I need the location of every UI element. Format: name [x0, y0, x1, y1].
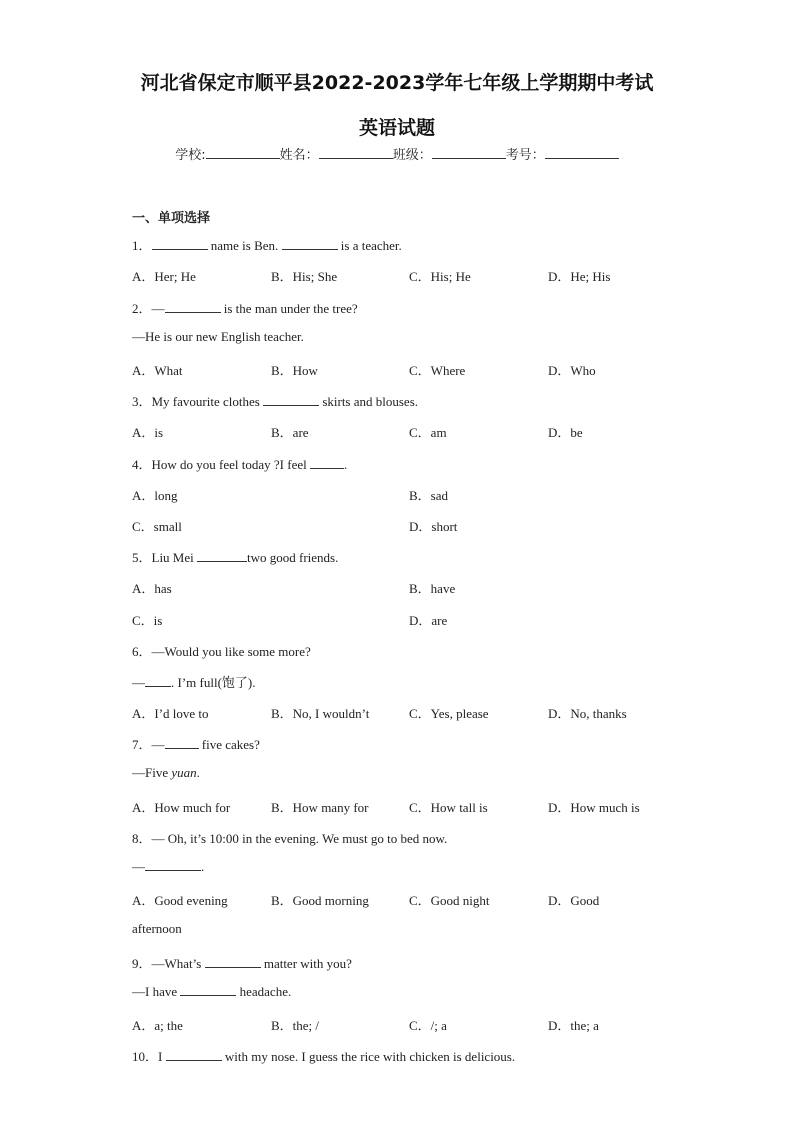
- question-4-option-a[interactable]: A．long: [132, 488, 178, 503]
- question-8-answer: — .: [132, 859, 205, 874]
- question-2-stem: 2．— is the man under the tree?: [132, 301, 358, 316]
- question-5-option-c[interactable]: C．is: [132, 613, 163, 628]
- question-8-option-d-wrap[interactable]: afternoon: [132, 921, 182, 936]
- answer-blank: [282, 238, 338, 250]
- question-5-option-b[interactable]: B．have: [409, 581, 456, 596]
- answer-blank: [205, 956, 261, 968]
- answer-blank: [165, 737, 199, 749]
- question-9-option-b[interactable]: B．the; /: [271, 1018, 320, 1033]
- answer-blank: [152, 238, 208, 250]
- exam-number-label: 考号：: [505, 148, 545, 163]
- question-7-answer: —Five yuan.: [132, 765, 200, 780]
- question-3-option-d[interactable]: D．be: [548, 425, 583, 440]
- question-4-option-b[interactable]: B．sad: [409, 488, 449, 503]
- question-1-stem: 1． name is Ben. is a teacher.: [132, 238, 402, 253]
- question-8-option-a[interactable]: A．Good evening: [132, 893, 228, 908]
- question-6-option-a[interactable]: A．I’d love to: [132, 706, 209, 721]
- question-10-stem: 10．I with my nose. I guess the rice with chicken is delicious.: [132, 1049, 516, 1064]
- question-7-option-b[interactable]: B．How many for: [271, 800, 369, 815]
- question-4-stem: 4．How do you feel today ?I feel .: [132, 457, 348, 472]
- school-label: 学校:: [175, 148, 206, 163]
- question-4-option-d[interactable]: D．short: [409, 519, 458, 534]
- question-2-option-d[interactable]: D．Who: [548, 363, 596, 378]
- question-2-answer: —He is our new English teacher.: [132, 329, 304, 344]
- school-field[interactable]: [206, 146, 280, 159]
- answer-blank: [165, 301, 221, 313]
- question-9-option-c[interactable]: C．/; a: [409, 1018, 447, 1033]
- question-2-option-c[interactable]: C．Where: [409, 363, 466, 378]
- question-3-option-a[interactable]: A．is: [132, 425, 164, 440]
- question-1-option-a[interactable]: A．Her; He: [132, 269, 196, 284]
- question-7-option-c[interactable]: C．How tall is: [409, 800, 488, 815]
- answer-blank: [166, 1049, 222, 1061]
- class-field[interactable]: [432, 146, 506, 159]
- question-8-option-c[interactable]: C．Good night: [409, 893, 490, 908]
- student-info-row: [0, 144, 794, 163]
- exam-title-line1: 河北省保定市顺平县2022-2023学年七年级上学期期中考试: [140, 72, 654, 94]
- question-6-option-c[interactable]: C．Yes, please: [409, 706, 489, 721]
- question-2-option-b[interactable]: B．How: [271, 363, 318, 378]
- question-5-option-a[interactable]: A．has: [132, 581, 172, 596]
- question-9-stem: 9．—What’s matter with you?: [132, 956, 352, 971]
- question-9-option-a[interactable]: A．a; the: [132, 1018, 183, 1033]
- question-8-stem: 8．— Oh, it’s 10:00 in the evening. We must go to bed now.: [132, 831, 448, 846]
- name-field[interactable]: [319, 146, 393, 159]
- exam-title-line2: 英语试题: [358, 117, 435, 139]
- question-3-stem: 3．My favourite clothes skirts and blouses.: [132, 394, 419, 409]
- question-1-option-c[interactable]: C．His; He: [409, 269, 471, 284]
- question-3-option-c[interactable]: C．am: [409, 425, 447, 440]
- question-1-option-d[interactable]: D．He; His: [548, 269, 611, 284]
- question-6-answer: — . I’m full(饱了).: [132, 675, 256, 690]
- question-6-option-b[interactable]: B．No, I wouldn’t: [271, 706, 370, 721]
- question-7-stem: 7．— five cakes?: [132, 737, 260, 752]
- answer-blank: [145, 675, 171, 687]
- question-6-option-d[interactable]: D．No, thanks: [548, 706, 627, 721]
- class-label: 班级：: [392, 148, 432, 163]
- question-1-option-b[interactable]: B．His; She: [271, 269, 338, 284]
- name-label: 姓名：: [279, 148, 319, 163]
- question-7-option-a[interactable]: A．How much for: [132, 800, 231, 815]
- question-2-option-a[interactable]: A．What: [132, 363, 183, 378]
- answer-blank: [145, 859, 201, 871]
- question-8-option-b[interactable]: B．Good morning: [271, 893, 369, 908]
- question-3-option-b[interactable]: B．are: [271, 425, 309, 440]
- question-5-option-d[interactable]: D．are: [409, 613, 448, 628]
- section-title: 一、单项选择: [132, 211, 211, 226]
- exam-number-field[interactable]: [545, 146, 619, 159]
- answer-blank: [263, 394, 319, 406]
- question-6-stem: 6．—Would you like some more?: [132, 644, 311, 659]
- answer-blank: [180, 984, 236, 996]
- question-5-stem: 5．Liu Mei two good friends.: [132, 550, 339, 565]
- question-9-option-d[interactable]: D．the; a: [548, 1018, 599, 1033]
- question-7-option-d[interactable]: D．How much is: [548, 800, 640, 815]
- answer-blank: [310, 457, 344, 469]
- question-4-option-c[interactable]: C．small: [132, 519, 182, 534]
- question-9-answer: —I have headache.: [132, 984, 292, 999]
- question-8-option-d[interactable]: D．Good: [548, 893, 600, 908]
- answer-blank: [197, 550, 247, 562]
